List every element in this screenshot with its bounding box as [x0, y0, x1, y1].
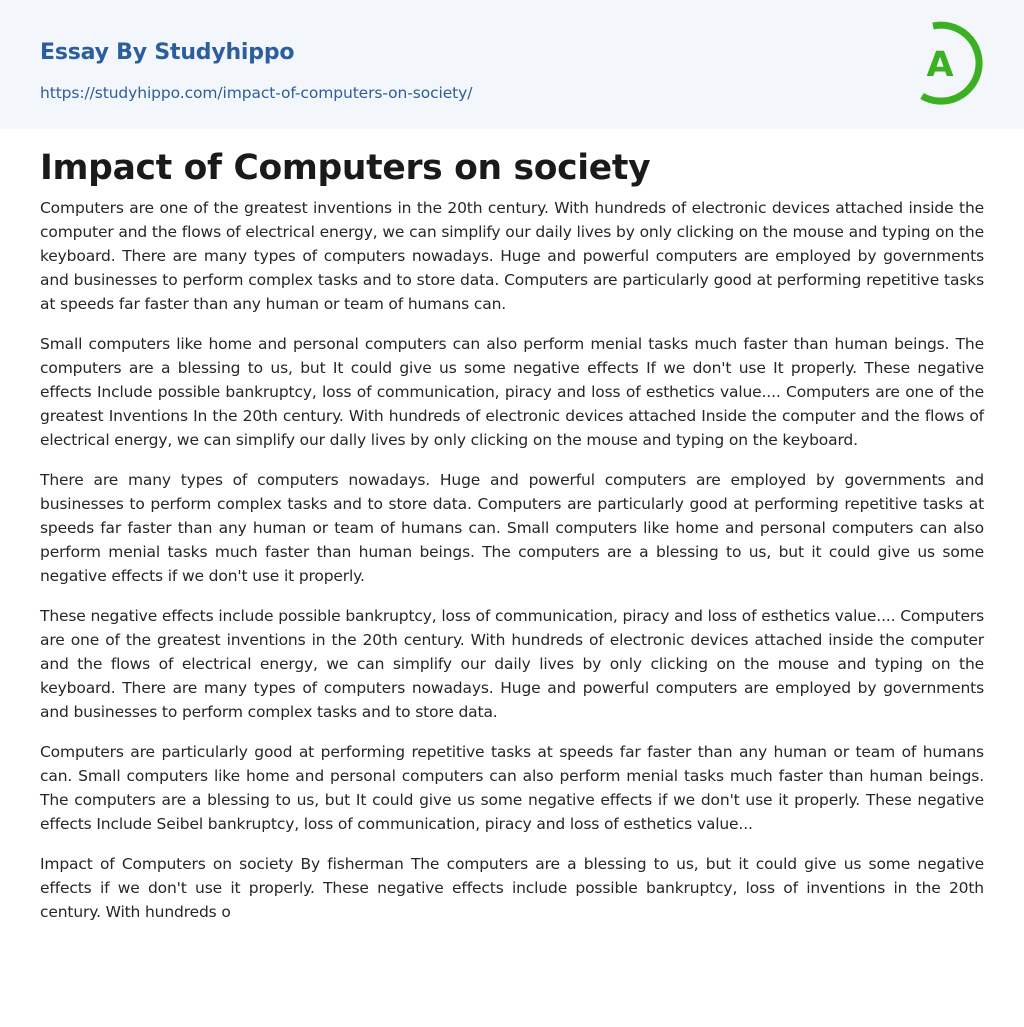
logo-letter: A — [926, 45, 954, 85]
paragraph: Computers are one of the greatest inventions in the 20th century. With hundreds of electronic devices attached inside the computer and the flows of electrical energy, we can simplify our daily lives by only clicking on the mouse and typing on the keyboard. There are many types of computers nowadays. Huge and powerful computers are employed by governments and businesses to perform complex tasks and to store data. Computers are particularly good at performing repetitive tasks at speeds far faster than any human or team of humans can. — [40, 199, 984, 313]
paragraph: Impact of Computers on society By fisherman The computers are a blessing to us, but it could give us some negative effects if we don't use it properly. These negative effects include possible bankruptcy, loss of inventions in the 20th century. With hundreds o — [40, 855, 984, 921]
brand-title: Essay By Studyhippo — [40, 40, 295, 65]
article-body — [40, 190, 984, 924]
paragraph: There are many types of computers nowadays. Huge and powerful computers are employed by governments and businesses to perform complex tasks and to store data. Computers are particularly good at performing repetitive tasks at speeds far faster than any human or team of humans can. Small computers like home and personal computers can also perform menial tasks much faster than human beings. The computers are a blessing to us, but it could give us some negative effects if we don't use it properly. — [40, 471, 984, 585]
page-title: Impact of Computers on society — [40, 148, 651, 188]
paragraph: Small computers like home and personal computers can also perform menial tasks much faster than human beings. The computers are a blessing to us, but It could give us some negative effects If we don't use It properly. These negative effects Include possible bankruptcy, loss of communication, piracy and loss of esthetics value.... Computers are one of the greatest Inventions In the 20th century. With hundreds of electronic devices attached Inside the computer and the flows of electrical energy, we can simplify our dally lives by only clicking on the mouse and typing on the keyboard. — [40, 335, 984, 449]
paragraph: These negative effects include possible bankruptcy, loss of communication, piracy and loss of esthetics value.... Computers are one of the greatest inventions in the 20th century. With hundreds of electronic devices attached inside the computer and the flows of electrical energy, we can simplify our daily lives by only clicking on the mouse and typing on the keyboard. There are many types of computers nowadays. Huge and powerful computers are employed by governments and businesses to perform complex tasks and to store data. — [40, 607, 984, 721]
paragraph: Computers are particularly good at performing repetitive tasks at speeds far faster than any human or team of humans can. Small computers like home and personal computers can also perform menial tasks much faster than human beings. The computers are a blessing to us, but It could give us some negative effects if we don't use it properly. These negative effects Include Seibel bankruptcy, loss of communication, piracy and loss of esthetics value... — [40, 743, 984, 833]
source-url-link[interactable]: https://studyhippo.com/impact-of-computers-on-society/ — [40, 84, 473, 102]
